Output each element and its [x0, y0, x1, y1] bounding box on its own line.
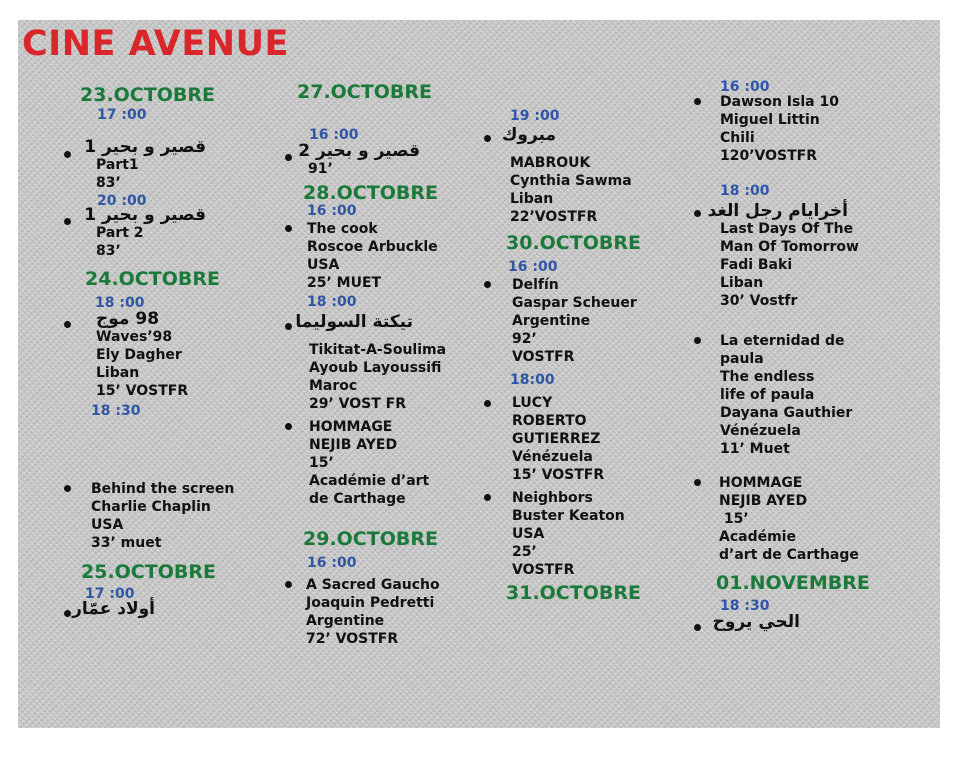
bullet-icon	[64, 218, 71, 225]
film-title: La eternidad de	[720, 333, 845, 349]
film-director: Cynthia Sawma	[510, 173, 632, 189]
film-title: Delfín	[512, 277, 559, 293]
film-title: The endless	[720, 369, 815, 385]
film-country: Maroc	[309, 378, 358, 394]
page-title: CINE AVENUE	[22, 24, 289, 64]
film-director: Joaquin Pedretti	[306, 595, 435, 611]
film-duration: 83’	[96, 243, 121, 259]
film-title-arabic: الحي يروح	[712, 612, 800, 632]
film-country: USA	[307, 257, 340, 273]
showtime: 18 :00	[95, 295, 145, 311]
film-title: The cook	[307, 221, 378, 237]
showtime: 18 :00	[307, 294, 357, 310]
showtime: 17 :00	[97, 107, 147, 123]
date-heading: 27.OCTOBRE	[297, 81, 432, 103]
film-entry	[84, 137, 206, 192]
showtime: 18:00	[510, 372, 555, 388]
film-title: Neighbors	[512, 490, 593, 506]
film-duration: 120’VOSTFR	[720, 148, 818, 164]
film-entry	[306, 576, 440, 648]
film-entry	[309, 418, 429, 508]
film-title-arabic: قصير و بحير 1	[84, 205, 206, 225]
film-director: Fadi Baki	[720, 257, 793, 273]
film-country: USA	[512, 526, 545, 542]
film-entry	[72, 599, 155, 619]
film-title: HOMMAGE	[719, 475, 803, 491]
film-director: NEJIB AYED	[719, 493, 808, 509]
film-duration: 29’ VOST FR	[309, 396, 407, 412]
film-title: Last Days Of The	[720, 221, 854, 237]
showtime: 16 :00	[309, 127, 359, 143]
bullet-icon	[285, 154, 292, 161]
film-entry	[512, 489, 625, 579]
bullet-icon	[64, 610, 71, 617]
film-title: MABROUK	[510, 155, 591, 171]
date-heading: 25.OCTOBRE	[81, 561, 216, 583]
film-organization: de Carthage	[309, 491, 406, 507]
film-title-arabic: أخرايام رجل الغد	[707, 201, 848, 221]
film-entry	[91, 480, 234, 552]
film-country: Argentine	[306, 613, 385, 629]
film-title: life of paula	[720, 387, 815, 403]
film-title: Behind the screen	[91, 481, 235, 497]
film-title-arabic: مبروك	[501, 125, 556, 145]
film-entry	[512, 276, 637, 366]
film-part: Part1	[96, 157, 139, 173]
film-language: VOSTFR	[512, 562, 575, 578]
film-entry	[719, 474, 859, 564]
date-heading: 01.NOVEMBRE	[716, 572, 870, 594]
bullet-icon	[694, 479, 701, 486]
film-organization: d’art de Carthage	[719, 547, 859, 563]
film-entry	[707, 201, 859, 310]
film-director: Miguel Littin	[720, 112, 820, 128]
film-entry	[501, 125, 632, 226]
film-country: USA	[91, 517, 124, 533]
showtime: 18 :30	[720, 598, 770, 614]
film-duration: 15’	[309, 455, 334, 471]
film-country: Liban	[510, 191, 554, 207]
bullet-icon	[694, 98, 701, 105]
film-title-arabic: قصير و بحير 2	[298, 141, 420, 161]
film-duration: 15’	[719, 511, 749, 527]
film-country: Vénézuela	[512, 449, 593, 465]
film-duration: 83’	[96, 175, 121, 191]
film-duration: 30’ Vostfr	[720, 293, 798, 309]
showtime: 16 :00	[307, 203, 357, 219]
film-entry	[712, 612, 800, 632]
film-title: HOMMAGE	[309, 419, 393, 435]
film-entry	[720, 93, 839, 165]
bullet-icon	[484, 400, 491, 407]
film-duration: 11’ Muet	[720, 441, 790, 457]
film-country: Liban	[96, 365, 140, 381]
film-entry	[295, 312, 447, 413]
film-director: GUTIERREZ	[512, 431, 601, 447]
bullet-icon	[694, 210, 701, 217]
showtime: 16 :00	[307, 555, 357, 571]
showtime: 18 :00	[720, 183, 770, 199]
film-title: paula	[720, 351, 764, 367]
film-title-arabic: 98 موج	[96, 309, 160, 329]
bullet-icon	[64, 485, 71, 492]
film-title: Dawson Isla 10	[720, 94, 839, 110]
film-entry	[84, 205, 206, 260]
film-entry	[512, 394, 604, 484]
film-director: Ely Dagher	[96, 347, 182, 363]
bullet-icon	[285, 225, 292, 232]
film-director: Charlie Chaplin	[91, 499, 211, 515]
film-title-arabic: تيكتة السوليما	[295, 312, 413, 332]
film-country: Liban	[720, 275, 764, 291]
showtime: 16 :00	[720, 79, 770, 95]
film-duration: 91’	[308, 161, 333, 177]
film-title: LUCY	[512, 395, 553, 411]
film-part: Part 2	[96, 225, 144, 241]
film-language: VOSTFR	[512, 349, 575, 365]
film-title-arabic: أولاد عمّار	[72, 599, 155, 619]
film-director: ROBERTO	[512, 413, 587, 429]
film-duration: 15’ VOSTFR	[512, 467, 605, 483]
film-duration: 92’	[512, 331, 537, 347]
film-duration: 33’ muet	[91, 535, 162, 551]
film-title-arabic: قصير و بحير 1	[84, 137, 206, 157]
bullet-icon	[285, 581, 292, 588]
bullet-icon	[484, 135, 491, 142]
film-entry	[298, 141, 420, 178]
film-director: NEJIB AYED	[309, 437, 398, 453]
film-title: Waves’98	[96, 329, 173, 345]
date-heading: 28.OCTOBRE	[303, 182, 438, 204]
film-organization: Académie	[719, 529, 796, 545]
film-entry	[307, 220, 438, 292]
film-country: Argentine	[512, 313, 591, 329]
film-director: Gaspar Scheuer	[512, 295, 637, 311]
date-heading: 24.OCTOBRE	[85, 268, 220, 290]
showtime: 19 :00	[510, 108, 560, 124]
bullet-icon	[64, 151, 71, 158]
film-entry	[720, 332, 852, 458]
film-organization: Académie d’art	[309, 473, 430, 489]
date-heading: 30.OCTOBRE	[506, 232, 641, 254]
bullet-icon	[484, 281, 491, 288]
showtime: 18 :30	[91, 403, 141, 419]
bullet-icon	[694, 337, 701, 344]
film-duration: 72’ VOSTFR	[306, 631, 399, 647]
film-duration: 25’	[512, 544, 537, 560]
date-heading: 23.OCTOBRE	[80, 84, 215, 106]
film-country: Chili	[720, 130, 755, 146]
film-title: A Sacred Gaucho	[306, 577, 440, 593]
bullet-icon	[484, 494, 491, 501]
film-entry	[96, 310, 206, 400]
bullet-icon	[285, 323, 292, 330]
bullet-icon	[64, 321, 71, 328]
film-country: Vénézuela	[720, 423, 801, 439]
film-duration: 25’ MUET	[307, 275, 382, 291]
showtime: 17 :00	[85, 586, 135, 602]
date-heading: 29.OCTOBRE	[303, 528, 438, 550]
showtime: 20 :00	[97, 193, 147, 209]
film-title: Tikitat-A-Soulima	[309, 342, 447, 358]
showtime: 16 :00	[508, 259, 558, 275]
film-director: Ayoub Layoussifi	[309, 360, 442, 376]
date-heading: 31.OCTOBRE	[506, 582, 641, 604]
bullet-icon	[694, 624, 701, 631]
film-director: Roscoe Arbuckle	[307, 239, 438, 255]
film-duration: 15’ VOSTFR	[96, 383, 189, 399]
film-director: Dayana Gauthier	[720, 405, 853, 421]
film-director: Buster Keaton	[512, 508, 625, 524]
bullet-icon	[285, 423, 292, 430]
film-title: Man Of Tomorrow	[720, 239, 859, 255]
film-duration: 22’VOSTFR	[510, 209, 598, 225]
